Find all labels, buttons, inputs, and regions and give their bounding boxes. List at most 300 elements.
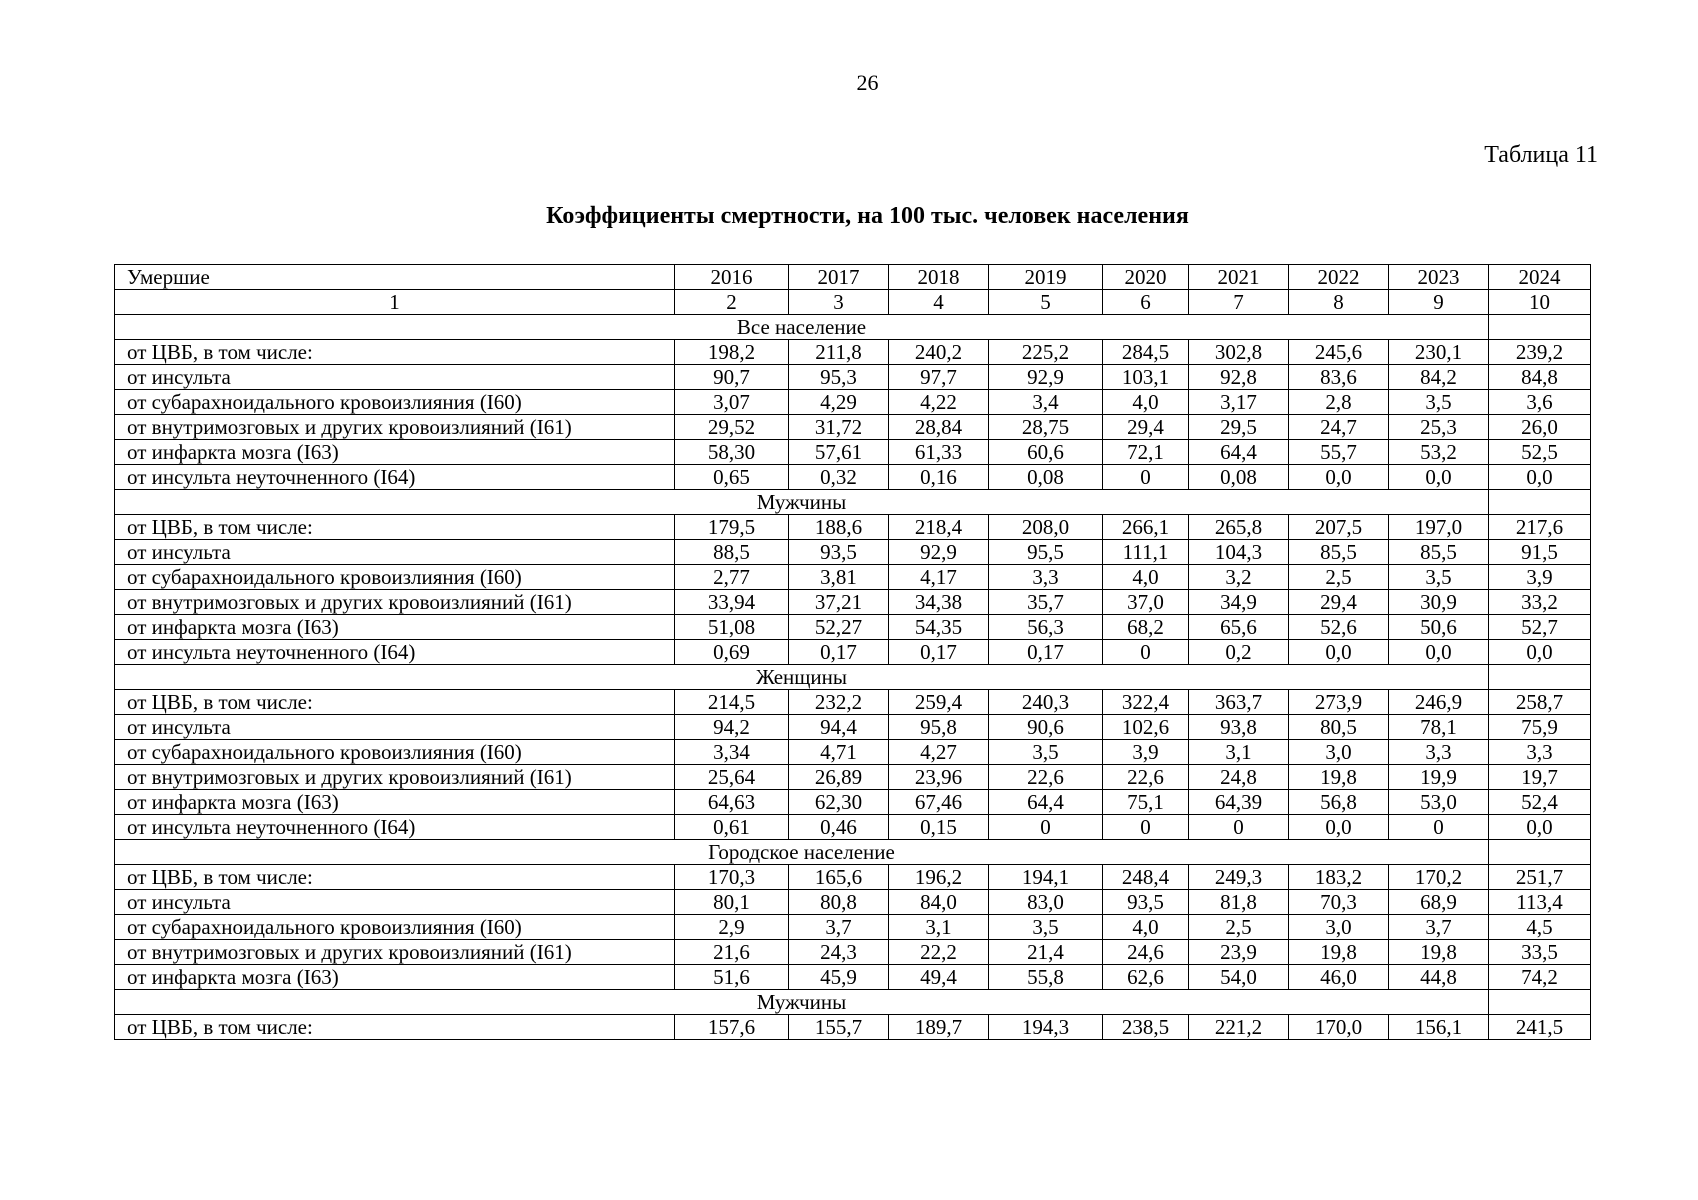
column-number-cell: 6 [1103, 290, 1189, 315]
row-label: от инфаркта мозга (I63) [115, 615, 675, 640]
value-cell: 0,0 [1289, 640, 1389, 665]
section-title: Все население [115, 315, 1489, 340]
value-cell: 24,6 [1103, 940, 1189, 965]
value-cell: 2,5 [1189, 915, 1289, 940]
value-cell: 97,7 [889, 365, 989, 390]
value-cell: 3,3 [989, 565, 1103, 590]
value-cell: 111,1 [1103, 540, 1189, 565]
row-label: от инсульта [115, 365, 675, 390]
value-cell: 58,30 [675, 440, 789, 465]
row-label: от инфаркта мозга (I63) [115, 965, 675, 990]
table-row [115, 540, 1591, 565]
section-title: Мужчины [115, 490, 1489, 515]
value-cell: 68,9 [1389, 890, 1489, 915]
value-cell: 33,2 [1489, 590, 1591, 615]
value-cell: 72,1 [1103, 440, 1189, 465]
row-label: от ЦВБ, в том числе: [115, 690, 675, 715]
value-cell: 62,6 [1103, 965, 1189, 990]
value-cell: 245,6 [1289, 340, 1389, 365]
value-cell: 0,65 [675, 465, 789, 490]
value-cell: 19,8 [1289, 765, 1389, 790]
value-cell: 3,2 [1189, 565, 1289, 590]
value-cell: 207,5 [1289, 515, 1389, 540]
value-cell: 232,2 [789, 690, 889, 715]
value-cell: 0,0 [1389, 640, 1489, 665]
value-cell: 64,4 [1189, 440, 1289, 465]
value-cell: 246,9 [1389, 690, 1489, 715]
value-cell: 3,5 [989, 740, 1103, 765]
row-label: от инсульта [115, 540, 675, 565]
value-cell: 214,5 [675, 690, 789, 715]
value-cell: 0,16 [889, 465, 989, 490]
value-cell: 113,4 [1489, 890, 1591, 915]
value-cell: 239,2 [1489, 340, 1591, 365]
table-row [115, 690, 1591, 715]
value-cell: 34,9 [1189, 590, 1289, 615]
row-label: от субарахноидального кровоизлияния (I60) [115, 565, 675, 590]
value-cell: 251,7 [1489, 865, 1591, 890]
value-cell: 0,0 [1289, 815, 1389, 840]
column-number-cell: 1 [115, 290, 675, 315]
value-cell: 46,0 [1289, 965, 1389, 990]
value-cell: 266,1 [1103, 515, 1189, 540]
value-cell: 19,8 [1389, 940, 1489, 965]
value-cell: 156,1 [1389, 1015, 1489, 1040]
value-cell: 0 [1103, 465, 1189, 490]
value-cell: 3,3 [1389, 740, 1489, 765]
value-cell: 3,7 [1389, 915, 1489, 940]
value-cell: 93,5 [789, 540, 889, 565]
value-cell: 84,0 [889, 890, 989, 915]
table-row [115, 440, 1591, 465]
value-cell: 62,30 [789, 790, 889, 815]
value-cell: 26,0 [1489, 415, 1591, 440]
value-cell: 0,17 [989, 640, 1103, 665]
header-year-cell: 2016 [675, 265, 789, 290]
value-cell: 0 [1103, 640, 1189, 665]
value-cell: 64,63 [675, 790, 789, 815]
table-row [115, 790, 1591, 815]
value-cell: 230,1 [1389, 340, 1489, 365]
value-cell: 2,8 [1289, 390, 1389, 415]
table-title: Коэффициенты смертности, на 100 тыс. человек населения [546, 203, 1189, 229]
value-cell: 3,0 [1289, 740, 1389, 765]
value-cell: 0,17 [889, 640, 989, 665]
value-cell: 45,9 [789, 965, 889, 990]
value-cell: 19,9 [1389, 765, 1489, 790]
value-cell: 248,4 [1103, 865, 1189, 890]
row-label: от внутримозговых и других кровоизлияний (I61) [115, 590, 675, 615]
table-row [115, 415, 1591, 440]
row-label: от ЦВБ, в том числе: [115, 340, 675, 365]
value-cell: 81,8 [1189, 890, 1289, 915]
value-cell: 179,5 [675, 515, 789, 540]
table-row [115, 365, 1591, 390]
column-number-row [115, 290, 1591, 315]
value-cell: 4,5 [1489, 915, 1591, 940]
column-number-cell: 2 [675, 290, 789, 315]
row-label: от внутримозговых и других кровоизлияний (I61) [115, 415, 675, 440]
row-label: от внутримозговых и других кровоизлияний (I61) [115, 765, 675, 790]
value-cell: 29,5 [1189, 415, 1289, 440]
header-year-cell: 2020 [1103, 265, 1189, 290]
value-cell: 4,71 [789, 740, 889, 765]
table-row [115, 515, 1591, 540]
value-cell: 2,9 [675, 915, 789, 940]
column-number-cell: 7 [1189, 290, 1289, 315]
value-cell: 80,8 [789, 890, 889, 915]
value-cell: 0,0 [1289, 465, 1389, 490]
value-cell: 24,3 [789, 940, 889, 965]
value-cell: 0,0 [1489, 640, 1591, 665]
value-cell: 95,8 [889, 715, 989, 740]
row-label: от субарахноидального кровоизлияния (I60) [115, 390, 675, 415]
header-year-cell: 2023 [1389, 265, 1489, 290]
value-cell: 170,3 [675, 865, 789, 890]
value-cell: 37,0 [1103, 590, 1189, 615]
column-number-cell: 10 [1489, 290, 1591, 315]
section-empty-cell [1489, 490, 1591, 515]
value-cell: 221,2 [1189, 1015, 1289, 1040]
header-row [115, 265, 1591, 290]
value-cell: 0 [1103, 815, 1189, 840]
value-cell: 4,0 [1103, 565, 1189, 590]
value-cell: 85,5 [1289, 540, 1389, 565]
value-cell: 22,6 [1103, 765, 1189, 790]
value-cell: 170,2 [1389, 865, 1489, 890]
value-cell: 302,8 [1189, 340, 1289, 365]
value-cell: 52,4 [1489, 790, 1591, 815]
section-row [115, 990, 1591, 1015]
table-row [115, 340, 1591, 365]
value-cell: 80,5 [1289, 715, 1389, 740]
table-row [115, 565, 1591, 590]
header-label-cell: Умершие [115, 265, 675, 290]
value-cell: 322,4 [1103, 690, 1189, 715]
table-row [115, 1015, 1591, 1040]
value-cell: 208,0 [989, 515, 1103, 540]
value-cell: 188,6 [789, 515, 889, 540]
table-number: Таблица 11 [1484, 142, 1598, 168]
value-cell: 56,3 [989, 615, 1103, 640]
table-row [115, 590, 1591, 615]
value-cell: 3,6 [1489, 390, 1591, 415]
value-cell: 30,9 [1389, 590, 1489, 615]
column-number-cell: 3 [789, 290, 889, 315]
value-cell: 67,46 [889, 790, 989, 815]
value-cell: 25,64 [675, 765, 789, 790]
value-cell: 0,61 [675, 815, 789, 840]
value-cell: 0 [1189, 815, 1289, 840]
value-cell: 80,1 [675, 890, 789, 915]
value-cell: 33,5 [1489, 940, 1591, 965]
value-cell: 0 [1389, 815, 1489, 840]
value-cell: 24,8 [1189, 765, 1289, 790]
value-cell: 217,6 [1489, 515, 1591, 540]
value-cell: 4,0 [1103, 390, 1189, 415]
value-cell: 53,0 [1389, 790, 1489, 815]
section-empty-cell [1489, 665, 1591, 690]
value-cell: 49,4 [889, 965, 989, 990]
value-cell: 218,4 [889, 515, 989, 540]
table-row [115, 390, 1591, 415]
value-cell: 3,3 [1489, 740, 1591, 765]
table-row [115, 965, 1591, 990]
value-cell: 85,5 [1389, 540, 1489, 565]
value-cell: 52,27 [789, 615, 889, 640]
value-cell: 37,21 [789, 590, 889, 615]
value-cell: 240,3 [989, 690, 1103, 715]
value-cell: 194,3 [989, 1015, 1103, 1040]
value-cell: 3,0 [1289, 915, 1389, 940]
row-label: от внутримозговых и других кровоизлияний (I61) [115, 940, 675, 965]
header-year-cell: 2021 [1189, 265, 1289, 290]
row-label: от инфаркта мозга (I63) [115, 790, 675, 815]
value-cell: 35,7 [989, 590, 1103, 615]
table-body [115, 265, 1591, 1040]
column-number-cell: 8 [1289, 290, 1389, 315]
value-cell: 51,08 [675, 615, 789, 640]
value-cell: 4,22 [889, 390, 989, 415]
value-cell: 3,5 [1389, 565, 1489, 590]
value-cell: 28,84 [889, 415, 989, 440]
table-row [115, 815, 1591, 840]
value-cell: 19,7 [1489, 765, 1591, 790]
value-cell: 157,6 [675, 1015, 789, 1040]
value-cell: 22,6 [989, 765, 1103, 790]
value-cell: 44,8 [1389, 965, 1489, 990]
header-year-cell: 2017 [789, 265, 889, 290]
value-cell: 0,69 [675, 640, 789, 665]
value-cell: 55,8 [989, 965, 1103, 990]
value-cell: 53,2 [1389, 440, 1489, 465]
value-cell: 23,96 [889, 765, 989, 790]
row-label: от инфаркта мозга (I63) [115, 440, 675, 465]
value-cell: 29,52 [675, 415, 789, 440]
table-row [115, 465, 1591, 490]
value-cell: 165,6 [789, 865, 889, 890]
value-cell: 83,6 [1289, 365, 1389, 390]
value-cell: 64,4 [989, 790, 1103, 815]
value-cell: 52,7 [1489, 615, 1591, 640]
header-year-cell: 2024 [1489, 265, 1591, 290]
value-cell: 4,0 [1103, 915, 1189, 940]
row-label: от инсульта [115, 890, 675, 915]
value-cell: 33,94 [675, 590, 789, 615]
table-row [115, 915, 1591, 940]
value-cell: 0 [989, 815, 1103, 840]
value-cell: 94,4 [789, 715, 889, 740]
value-cell: 84,8 [1489, 365, 1591, 390]
value-cell: 2,5 [1289, 565, 1389, 590]
value-cell: 34,38 [889, 590, 989, 615]
value-cell: 211,8 [789, 340, 889, 365]
value-cell: 95,5 [989, 540, 1103, 565]
value-cell: 19,8 [1289, 940, 1389, 965]
value-cell: 55,7 [1289, 440, 1389, 465]
value-cell: 183,2 [1289, 865, 1389, 890]
section-title: Мужчины [115, 990, 1489, 1015]
value-cell: 90,6 [989, 715, 1103, 740]
value-cell: 22,2 [889, 940, 989, 965]
section-row [115, 315, 1591, 340]
value-cell: 3,07 [675, 390, 789, 415]
column-number-cell: 4 [889, 290, 989, 315]
value-cell: 3,1 [1189, 740, 1289, 765]
table-row [115, 865, 1591, 890]
row-label: от инсульта [115, 715, 675, 740]
value-cell: 0,0 [1489, 465, 1591, 490]
value-cell: 363,7 [1189, 690, 1289, 715]
mortality-table [114, 264, 1591, 1040]
value-cell: 26,89 [789, 765, 889, 790]
table-row [115, 715, 1591, 740]
value-cell: 102,6 [1103, 715, 1189, 740]
section-empty-cell [1489, 990, 1591, 1015]
row-label: от инсульта неуточненного (I64) [115, 640, 675, 665]
value-cell: 4,29 [789, 390, 889, 415]
value-cell: 104,3 [1189, 540, 1289, 565]
value-cell: 90,7 [675, 365, 789, 390]
table-row [115, 740, 1591, 765]
header-year-cell: 2019 [989, 265, 1103, 290]
value-cell: 65,6 [1189, 615, 1289, 640]
value-cell: 3,34 [675, 740, 789, 765]
value-cell: 25,3 [1389, 415, 1489, 440]
value-cell: 197,0 [1389, 515, 1489, 540]
value-cell: 189,7 [889, 1015, 989, 1040]
value-cell: 50,6 [1389, 615, 1489, 640]
header-year-cell: 2022 [1289, 265, 1389, 290]
value-cell: 258,7 [1489, 690, 1591, 715]
row-label: от субарахноидального кровоизлияния (I60) [115, 915, 675, 940]
value-cell: 88,5 [675, 540, 789, 565]
value-cell: 284,5 [1103, 340, 1189, 365]
value-cell: 94,2 [675, 715, 789, 740]
value-cell: 74,2 [1489, 965, 1591, 990]
value-cell: 54,0 [1189, 965, 1289, 990]
row-label: от субарахноидального кровоизлияния (I60) [115, 740, 675, 765]
value-cell: 241,5 [1489, 1015, 1591, 1040]
value-cell: 225,2 [989, 340, 1103, 365]
value-cell: 64,39 [1189, 790, 1289, 815]
section-row [115, 840, 1591, 865]
row-label: от инсульта неуточненного (I64) [115, 465, 675, 490]
section-row [115, 490, 1591, 515]
value-cell: 0,08 [1189, 465, 1289, 490]
value-cell: 0,32 [789, 465, 889, 490]
table-row [115, 640, 1591, 665]
table-row [115, 890, 1591, 915]
value-cell: 24,7 [1289, 415, 1389, 440]
header-year-cell: 2018 [889, 265, 989, 290]
row-label: от ЦВБ, в том числе: [115, 515, 675, 540]
value-cell: 4,27 [889, 740, 989, 765]
value-cell: 249,3 [1189, 865, 1289, 890]
table-row [115, 615, 1591, 640]
value-cell: 21,6 [675, 940, 789, 965]
page-number: 26 [856, 70, 879, 95]
value-cell: 28,75 [989, 415, 1103, 440]
value-cell: 91,5 [1489, 540, 1591, 565]
value-cell: 0,17 [789, 640, 889, 665]
section-title: Городское население [115, 840, 1489, 865]
section-row [115, 665, 1591, 690]
column-number-cell: 9 [1389, 290, 1489, 315]
value-cell: 196,2 [889, 865, 989, 890]
value-cell: 93,8 [1189, 715, 1289, 740]
value-cell: 3,5 [1389, 390, 1489, 415]
value-cell: 23,9 [1189, 940, 1289, 965]
value-cell: 0,08 [989, 465, 1103, 490]
value-cell: 259,4 [889, 690, 989, 715]
value-cell: 93,5 [1103, 890, 1189, 915]
value-cell: 0,0 [1489, 815, 1591, 840]
column-number-cell: 5 [989, 290, 1103, 315]
value-cell: 3,7 [789, 915, 889, 940]
section-title: Женщины [115, 665, 1489, 690]
table-row [115, 765, 1591, 790]
value-cell: 3,5 [989, 915, 1103, 940]
value-cell: 198,2 [675, 340, 789, 365]
value-cell: 75,1 [1103, 790, 1189, 815]
value-cell: 70,3 [1289, 890, 1389, 915]
value-cell: 238,5 [1103, 1015, 1189, 1040]
value-cell: 75,9 [1489, 715, 1591, 740]
row-label: от инсульта неуточненного (I64) [115, 815, 675, 840]
value-cell: 57,61 [789, 440, 889, 465]
value-cell: 170,0 [1289, 1015, 1389, 1040]
value-cell: 29,4 [1103, 415, 1189, 440]
value-cell: 0,15 [889, 815, 989, 840]
value-cell: 240,2 [889, 340, 989, 365]
value-cell: 0,0 [1389, 465, 1489, 490]
value-cell: 3,9 [1103, 740, 1189, 765]
value-cell: 61,33 [889, 440, 989, 465]
value-cell: 21,4 [989, 940, 1103, 965]
value-cell: 3,1 [889, 915, 989, 940]
value-cell: 83,0 [989, 890, 1103, 915]
value-cell: 52,5 [1489, 440, 1591, 465]
value-cell: 0,2 [1189, 640, 1289, 665]
section-empty-cell [1489, 840, 1591, 865]
row-label: от ЦВБ, в том числе: [115, 865, 675, 890]
value-cell: 92,9 [889, 540, 989, 565]
value-cell: 3,4 [989, 390, 1103, 415]
value-cell: 3,81 [789, 565, 889, 590]
value-cell: 194,1 [989, 865, 1103, 890]
section-empty-cell [1489, 315, 1591, 340]
value-cell: 2,77 [675, 565, 789, 590]
value-cell: 60,6 [989, 440, 1103, 465]
value-cell: 29,4 [1289, 590, 1389, 615]
value-cell: 3,9 [1489, 565, 1591, 590]
value-cell: 95,3 [789, 365, 889, 390]
value-cell: 84,2 [1389, 365, 1489, 390]
value-cell: 51,6 [675, 965, 789, 990]
value-cell: 56,8 [1289, 790, 1389, 815]
value-cell: 92,9 [989, 365, 1103, 390]
row-label: от ЦВБ, в том числе: [115, 1015, 675, 1040]
value-cell: 31,72 [789, 415, 889, 440]
value-cell: 68,2 [1103, 615, 1189, 640]
value-cell: 92,8 [1189, 365, 1289, 390]
value-cell: 4,17 [889, 565, 989, 590]
value-cell: 155,7 [789, 1015, 889, 1040]
value-cell: 0,46 [789, 815, 889, 840]
value-cell: 3,17 [1189, 390, 1289, 415]
value-cell: 103,1 [1103, 365, 1189, 390]
